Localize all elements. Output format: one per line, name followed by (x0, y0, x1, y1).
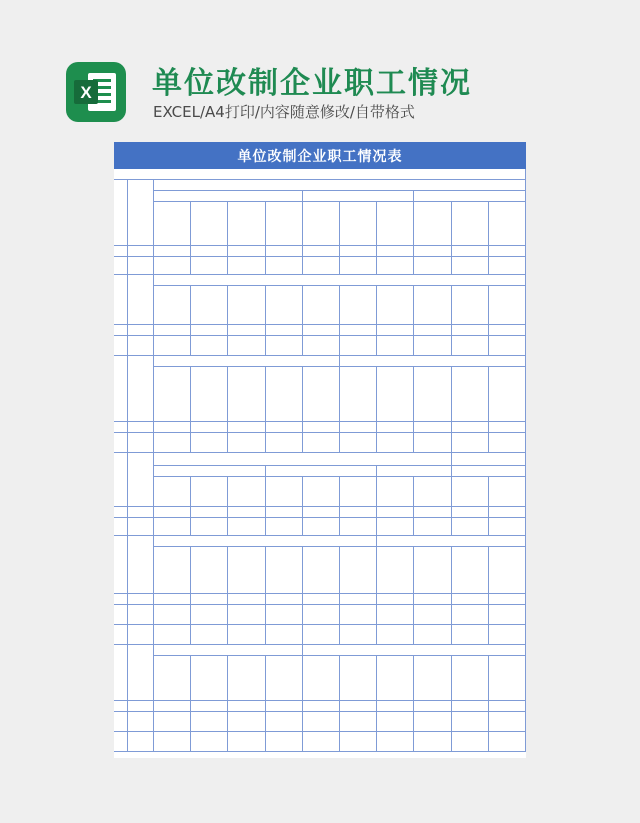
data-cell (228, 433, 265, 453)
s5-col-header (191, 547, 228, 594)
s5-col-number (266, 594, 303, 605)
xuhao-label (128, 325, 154, 336)
data-cell (228, 625, 265, 645)
row-label-b (128, 336, 154, 356)
data-cell (191, 336, 228, 356)
s2-col-header (303, 286, 340, 325)
s2-col-number (266, 325, 303, 336)
blank-cell (114, 275, 128, 325)
data-cell (191, 257, 228, 275)
s1-col-header (489, 202, 526, 246)
blank-cell (114, 701, 128, 712)
s2-col-number (452, 325, 489, 336)
s3-col-number (377, 422, 414, 433)
s4-col-header (414, 477, 451, 507)
s1-col-header (266, 202, 303, 246)
s1-title (154, 180, 526, 191)
s3-col-header (303, 367, 340, 422)
data-cell (154, 257, 191, 275)
data-cell (266, 625, 303, 645)
data-cell (303, 605, 340, 625)
data-cell (340, 712, 377, 732)
s6-col-number (414, 701, 451, 712)
s1-col-number (228, 246, 265, 257)
row-label-c (128, 433, 154, 453)
s2-col-number (414, 325, 451, 336)
company-name-label (114, 169, 526, 180)
s6-col-header (228, 656, 265, 701)
s1-col-header (414, 202, 451, 246)
s2-col-header (266, 286, 303, 325)
data-cell (340, 257, 377, 275)
data-cell (266, 336, 303, 356)
data-cell (414, 605, 451, 625)
blank-cell (114, 453, 128, 507)
row-letter-g (114, 712, 128, 732)
blank-cell (452, 466, 526, 477)
s4-col-header (303, 477, 340, 507)
data-cell (303, 732, 340, 752)
data-cell (303, 712, 340, 732)
s3-col-header (414, 367, 451, 422)
s3-col-number (191, 422, 228, 433)
data-cell (191, 625, 228, 645)
data-cell (154, 518, 191, 536)
data-cell (489, 712, 526, 732)
s5-col-header (340, 547, 377, 594)
data-cell (154, 712, 191, 732)
s4-col-number (414, 507, 451, 518)
s1-group-after (414, 191, 526, 202)
s1-col-header (303, 202, 340, 246)
s3-col-number (489, 422, 526, 433)
s2-col-header (452, 286, 489, 325)
s5-col-header (414, 547, 451, 594)
xiangmu-label (128, 275, 154, 325)
data-cell (340, 433, 377, 453)
s4-col-header (340, 477, 377, 507)
data-cell (154, 625, 191, 645)
xuhao-label (128, 507, 154, 518)
s4-col-number (303, 507, 340, 518)
s4-group-review (266, 466, 378, 477)
xuhao-label (128, 246, 154, 257)
data-cell (228, 257, 265, 275)
s5-col-number (154, 594, 191, 605)
blank-cell (114, 422, 128, 433)
s3-col-number (340, 422, 377, 433)
xiangmu-label (128, 645, 154, 701)
s3-col-header (228, 367, 265, 422)
s6-col-header (414, 656, 451, 701)
s1-col-number (266, 246, 303, 257)
s1-group-type (303, 191, 415, 202)
s3-group-transfer (340, 356, 526, 367)
data-cell (452, 518, 489, 536)
s6-col-number (377, 701, 414, 712)
data-cell (154, 732, 191, 752)
data-cell (452, 625, 489, 645)
s6-col-header (377, 656, 414, 701)
s5-col-number (377, 594, 414, 605)
row-label-f (128, 625, 154, 645)
s4-col-number (228, 507, 265, 518)
data-cell (303, 433, 340, 453)
s2-col-header (191, 286, 228, 325)
s1-col-number (377, 246, 414, 257)
s6-col-header (154, 656, 191, 701)
s1-col-header (377, 202, 414, 246)
data-cell (489, 605, 526, 625)
s1-col-number (489, 246, 526, 257)
data-cell (452, 433, 489, 453)
s5-col-header (489, 547, 526, 594)
row-label-d (128, 518, 154, 536)
excel-icon (66, 62, 126, 122)
s4-col-header (154, 477, 191, 507)
data-cell (452, 712, 489, 732)
data-cell (452, 336, 489, 356)
s5-col-number (191, 594, 228, 605)
data-cell (452, 605, 489, 625)
data-cell (377, 518, 414, 536)
row-label-a (128, 257, 154, 275)
xiangmu-label (128, 180, 154, 246)
data-cell (228, 605, 265, 625)
s1-col-number (191, 246, 228, 257)
data-cell (191, 518, 228, 536)
data-cell (303, 518, 340, 536)
s4-col-number (154, 507, 191, 518)
s2-col-number (489, 325, 526, 336)
s5-group-payment (377, 536, 526, 547)
s3-group-handling (154, 356, 340, 367)
s5-col-header (228, 547, 265, 594)
s5-col-header (377, 547, 414, 594)
xuhao-label (128, 701, 154, 712)
data-cell (303, 257, 340, 275)
s4-agency-title (452, 453, 526, 466)
data-cell (191, 605, 228, 625)
s2-col-number (377, 325, 414, 336)
s4-group-congress (154, 466, 266, 477)
data-cell (340, 605, 377, 625)
data-cell (340, 732, 377, 752)
spreadsheet-sheet (114, 142, 526, 758)
s3-col-number (414, 422, 451, 433)
data-cell (228, 336, 265, 356)
row-letter-e (114, 605, 128, 625)
s6-col-header (452, 656, 489, 701)
row-letter-h (114, 732, 128, 752)
s3-col-number (452, 422, 489, 433)
blank-cell (114, 645, 128, 701)
xuhao-label (128, 422, 154, 433)
sheet-title: 单位改制企业职工情况表 (114, 142, 526, 169)
blank-cell (114, 536, 128, 594)
data-cell (414, 712, 451, 732)
s2-col-header (377, 286, 414, 325)
data-cell (377, 732, 414, 752)
s3-col-header (191, 367, 228, 422)
data-cell (154, 605, 191, 625)
s4-col-number (191, 507, 228, 518)
data-cell (452, 257, 489, 275)
s5-col-number (228, 594, 265, 605)
s5-group-compensation (154, 536, 377, 547)
data-cell (489, 257, 526, 275)
data-cell (414, 518, 451, 536)
data-cell (191, 732, 228, 752)
banner-subtitle: EXCEL/A4打印/内容随意修改/自带格式 (153, 103, 415, 121)
data-cell (414, 625, 451, 645)
s3-col-number (154, 422, 191, 433)
xiangmu-label (128, 356, 154, 422)
data-cell (489, 336, 526, 356)
s4-col-header (228, 477, 265, 507)
s4-col-header (377, 477, 414, 507)
row-letter-c (114, 433, 128, 453)
s6-col-number (228, 701, 265, 712)
row-letter-a (114, 257, 128, 275)
s3-col-header (266, 367, 303, 422)
s2-col-header (414, 286, 451, 325)
data-cell (489, 518, 526, 536)
banner-title: 单位改制企业职工情况 (152, 66, 472, 101)
row-letter-b (114, 336, 128, 356)
xuhao-label (128, 594, 154, 605)
s1-col-header (191, 202, 228, 246)
blank-cell (114, 356, 128, 422)
s5-col-header (154, 547, 191, 594)
s6-col-number (154, 701, 191, 712)
s2-title (154, 275, 526, 286)
s2-col-header (154, 286, 191, 325)
data-cell (266, 433, 303, 453)
xiangmu-label (128, 453, 154, 507)
s4-col-header (489, 477, 526, 507)
blank-cell (114, 325, 128, 336)
banner (0, 0, 640, 140)
s1-group-before (154, 191, 303, 202)
s6-group-arrears (154, 645, 303, 656)
data-cell (228, 518, 265, 536)
s5-col-header (303, 547, 340, 594)
row-letter-d (114, 518, 128, 536)
s2-col-number (228, 325, 265, 336)
s2-col-header (489, 286, 526, 325)
s4-col-number (489, 507, 526, 518)
s2-col-number (303, 325, 340, 336)
data-cell (303, 336, 340, 356)
s1-col-number (340, 246, 377, 257)
s5-col-number (303, 594, 340, 605)
s5-col-number (452, 594, 489, 605)
s2-col-number (340, 325, 377, 336)
data-cell (154, 433, 191, 453)
blank-cell (114, 507, 128, 518)
s3-col-number (266, 422, 303, 433)
data-cell (377, 605, 414, 625)
data-cell (340, 518, 377, 536)
s4-col-header (266, 477, 303, 507)
data-cell (414, 732, 451, 752)
data-cell (377, 257, 414, 275)
s3-col-number (228, 422, 265, 433)
s6-col-header (489, 656, 526, 701)
data-cell (377, 433, 414, 453)
data-cell (414, 257, 451, 275)
s1-col-header (154, 202, 191, 246)
data-cell (489, 625, 526, 645)
s3-col-number (303, 422, 340, 433)
data-cell (191, 712, 228, 732)
data-cell (377, 336, 414, 356)
data-cell (266, 257, 303, 275)
s3-col-header (452, 367, 489, 422)
s3-col-header (489, 367, 526, 422)
s1-col-number (154, 246, 191, 257)
s1-col-number (452, 246, 489, 257)
s4-col-number (377, 507, 414, 518)
s6-col-header (266, 656, 303, 701)
s2-col-header (228, 286, 265, 325)
s1-col-number (303, 246, 340, 257)
row-label-g (128, 712, 154, 732)
blank-cell (114, 180, 128, 246)
blank-cell (114, 246, 128, 257)
s6-col-number (191, 701, 228, 712)
s2-col-number (191, 325, 228, 336)
s6-col-number (452, 701, 489, 712)
data-cell (377, 712, 414, 732)
s4-col-header (191, 477, 228, 507)
s5-col-number (489, 594, 526, 605)
s3-col-header (340, 367, 377, 422)
data-cell (414, 433, 451, 453)
s4-col-number (266, 507, 303, 518)
row-label-e (128, 605, 154, 625)
s4-col-number (452, 507, 489, 518)
s4-col-header (452, 477, 489, 507)
data-cell (266, 518, 303, 536)
s5-col-number (340, 594, 377, 605)
data-cell (228, 712, 265, 732)
s1-col-header (452, 202, 489, 246)
s6-col-header (303, 656, 340, 701)
s6-group-provision (303, 645, 526, 656)
data-cell (340, 336, 377, 356)
s1-col-header (340, 202, 377, 246)
s4-group-publicity (377, 466, 451, 477)
data-cell (266, 732, 303, 752)
s6-col-number (303, 701, 340, 712)
svg-text:X: X (80, 83, 92, 102)
data-cell (228, 732, 265, 752)
s1-col-header (228, 202, 265, 246)
data-cell (303, 625, 340, 645)
s3-col-header (154, 367, 191, 422)
xiangmu-label (128, 536, 154, 594)
s5-col-header (266, 547, 303, 594)
s5-col-header (452, 547, 489, 594)
s2-col-header (340, 286, 377, 325)
s6-col-header (191, 656, 228, 701)
s6-col-header (340, 656, 377, 701)
data-cell (266, 605, 303, 625)
data-cell (191, 433, 228, 453)
data-cell (340, 625, 377, 645)
s4-title (154, 453, 452, 466)
s6-col-number (266, 701, 303, 712)
data-cell (154, 336, 191, 356)
data-cell (414, 336, 451, 356)
data-cell (377, 625, 414, 645)
data-table (114, 169, 526, 758)
blank-cell (114, 594, 128, 605)
row-letter-f (114, 625, 128, 645)
s2-col-number (154, 325, 191, 336)
s4-col-number (340, 507, 377, 518)
row-label-h (128, 732, 154, 752)
data-cell (266, 712, 303, 732)
data-cell (489, 732, 526, 752)
data-cell (489, 433, 526, 453)
s5-col-number (414, 594, 451, 605)
s6-col-number (340, 701, 377, 712)
s3-col-header (377, 367, 414, 422)
s1-col-number (414, 246, 451, 257)
data-cell (452, 732, 489, 752)
s6-col-number (489, 701, 526, 712)
